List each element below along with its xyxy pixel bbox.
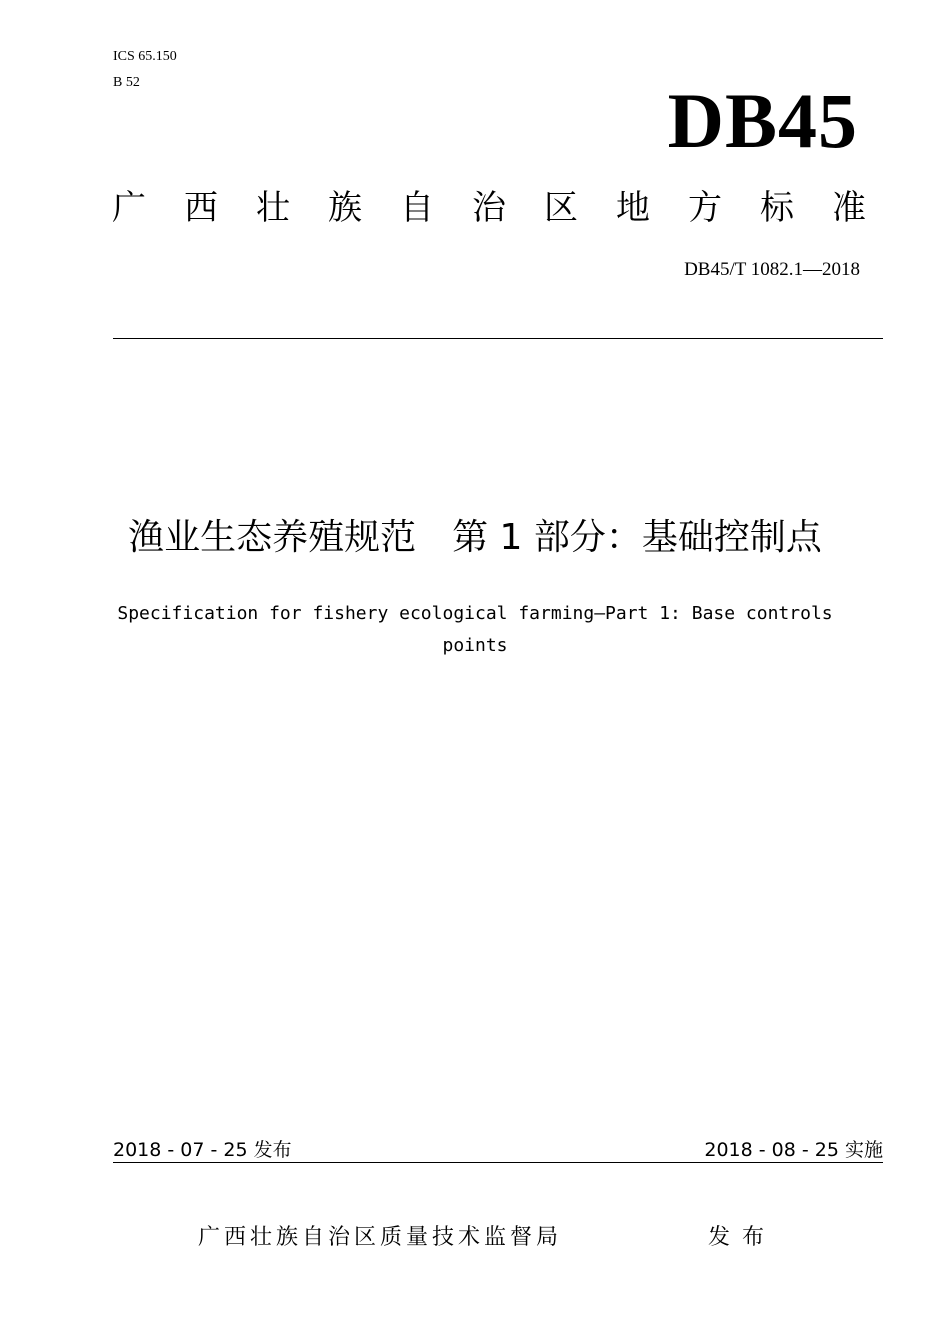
- issue-date: 2018 - 07 - 25 发布: [113, 1139, 292, 1161]
- standard-type-heading: 广西壮族自治区地方标准: [112, 188, 904, 228]
- title-chinese: 渔业生态养殖规范 第 1 部分：基础控制点: [128, 517, 822, 558]
- bottom-divider: [113, 1162, 883, 1163]
- ics-code: ICS 65.150: [113, 49, 177, 64]
- top-divider: [113, 338, 883, 339]
- ccs-code: B 52: [113, 75, 140, 90]
- title-english: Specification for fishery ecological farming—Part 1: Base controls points: [117, 603, 833, 656]
- issue-label: 发布: [708, 1225, 777, 1250]
- implementation-date: 2018 - 08 - 25 实施: [704, 1139, 883, 1161]
- issuing-authority: 广西壮族自治区质量技术监督局: [198, 1225, 563, 1250]
- db45-logo: DB45: [667, 77, 858, 164]
- standard-number: DB45/T 1082.1—2018: [684, 259, 860, 280]
